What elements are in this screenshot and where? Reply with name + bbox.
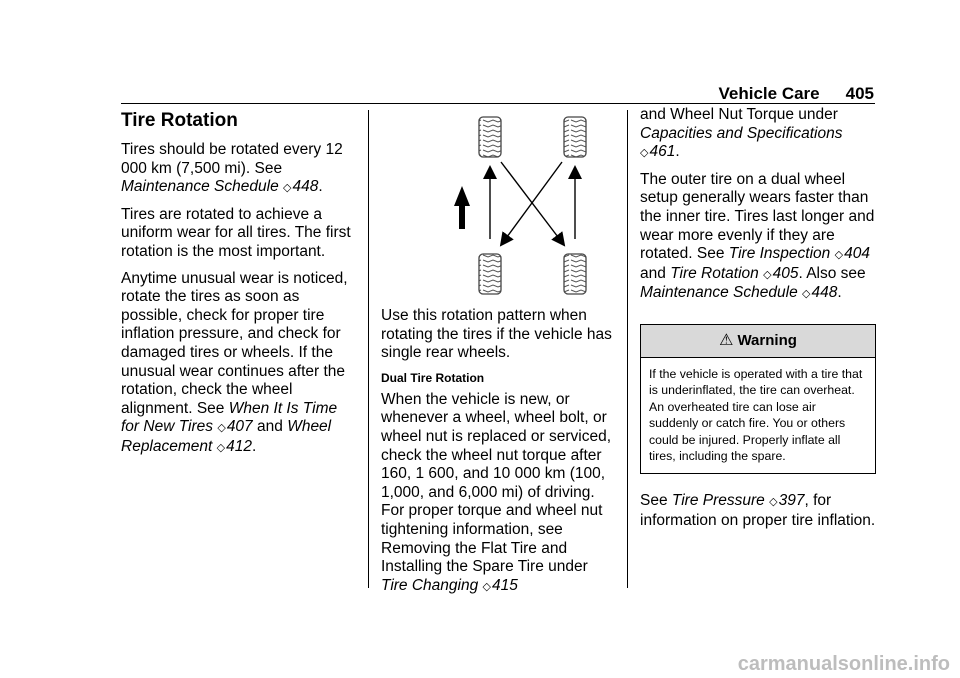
page-ref-icon: ◇ xyxy=(802,288,811,301)
link-tire-rotation[interactable]: Tire Rotation xyxy=(670,264,759,282)
section-title: Vehicle Care xyxy=(718,84,820,103)
rotation-arrow xyxy=(501,162,561,241)
page-ref-icon: ◇ xyxy=(834,249,844,262)
tire-icon xyxy=(479,117,501,157)
watermark: carmanualsonline.info xyxy=(737,653,950,675)
forward-direction-arrow-icon xyxy=(454,186,470,229)
tire-icon xyxy=(564,254,586,294)
link-maintenance-schedule[interactable]: Maintenance Schedule xyxy=(640,284,798,302)
page-ref-icon: ◇ xyxy=(640,147,649,160)
page-ref-icon: ◇ xyxy=(217,422,226,435)
paragraph: and Wheel Nut Torque under Capacities and Specifications ◇461. xyxy=(640,106,843,161)
tire-rotation-diagram xyxy=(416,114,596,299)
page-ref-icon: ◇ xyxy=(769,495,778,508)
link-capacities-specifications[interactable]: Capacities and Specifications xyxy=(640,124,843,142)
page-ref[interactable]: 448 xyxy=(292,178,319,196)
left-column xyxy=(121,110,355,466)
warning-triangle-icon: ⚠ xyxy=(719,331,734,349)
page-ref[interactable]: 461 xyxy=(649,143,676,161)
page-ref[interactable]: 412 xyxy=(226,437,252,455)
page-ref-icon: ◇ xyxy=(482,580,492,593)
tire-icon xyxy=(564,117,586,157)
rotation-arrow xyxy=(504,162,562,241)
link-maintenance-schedule[interactable]: Maintenance Schedule xyxy=(121,178,279,196)
paragraph: The outer tire on a dual wheel setup generally wears faster than the inner tire. Tires last longer and wear more evenly if they are rotated. See Tire Inspection ◇404 and Tire Rotation ◇405. Also see Maintenance Schedule ◇448. xyxy=(640,170,875,302)
warning-header: ⚠ Warning xyxy=(641,325,875,358)
page-ref[interactable]: 397 xyxy=(778,491,805,509)
link-tire-changing[interactable]: Tire Changing xyxy=(381,576,479,594)
figure-caption: Use this rotation pattern when rotating the tires if the vehicle has single rear wheels. xyxy=(381,307,612,362)
paragraph: Anytime unusual wear is noticed, rotate the tires as soon as possible, check for proper tire inflation pressure, and check for damaged tires or wheels. If the unusual wear continues after the rotation, check the wheel alignment. See When It Is Time for New Tires ◇407 and Wheel Replacement ◇412. xyxy=(121,269,348,455)
page-ref-icon: ◇ xyxy=(763,268,772,281)
page-ref-icon: ◇ xyxy=(216,441,226,454)
link-wheel-replacement[interactable]: Wheel Replacement xyxy=(121,418,332,455)
subsection-heading: Dual Tire Rotation xyxy=(381,370,485,385)
page-ref-icon: ◇ xyxy=(283,182,292,195)
paragraph: Tires are rotated to achieve a uniform wear for all tires. The first rotation is the most important. xyxy=(121,205,351,260)
paragraph: See Tire Pressure ◇397, for information on proper tire inflation. xyxy=(640,491,876,529)
page-ref[interactable]: 448 xyxy=(811,284,838,302)
link-tire-inspection[interactable]: Tire Inspection xyxy=(728,245,831,263)
right-column xyxy=(640,106,876,538)
column-divider xyxy=(368,110,369,588)
header-rule xyxy=(121,103,875,104)
page-ref[interactable]: 415 xyxy=(492,576,518,594)
page-ref[interactable]: 404 xyxy=(844,245,870,263)
section-heading: Tire Rotation xyxy=(121,110,238,131)
link-new-tires[interactable]: When It Is Time for New Tires xyxy=(121,399,338,436)
paragraph: When the vehicle is new, or whenever a wheel, wheel bolt, or wheel nut is replaced or serviced, check the wheel nut torque after 160, 1 600, and 10 000 km (100, 1,000, and 6,000 mi) of driving. For proper torque and wheel nut tightening information, see Removing the Flat Tire and Installing the Spare Tire under Tire Changing ◇415 xyxy=(381,390,612,594)
page-ref[interactable]: 405 xyxy=(772,264,799,282)
column-divider xyxy=(627,110,628,588)
page-ref[interactable]: 407 xyxy=(226,418,253,436)
tire-icon xyxy=(479,254,501,294)
middle-column xyxy=(381,110,617,604)
page-header xyxy=(719,84,875,104)
link-tire-pressure[interactable]: Tire Pressure xyxy=(671,491,765,509)
warning-box xyxy=(640,324,876,474)
paragraph: Tires should be rotated every 12 000 km (7,500 mi). See Maintenance Schedule ◇448. xyxy=(121,141,343,196)
page-number: 405 xyxy=(845,84,874,103)
warning-text: If the vehicle is operated with a tire that is underinflated, the tire can overheat. An overheated tire can lose air suddenly or catch fire. You or others could be injured. Properly inflate all tires, including the spare. xyxy=(649,366,863,464)
